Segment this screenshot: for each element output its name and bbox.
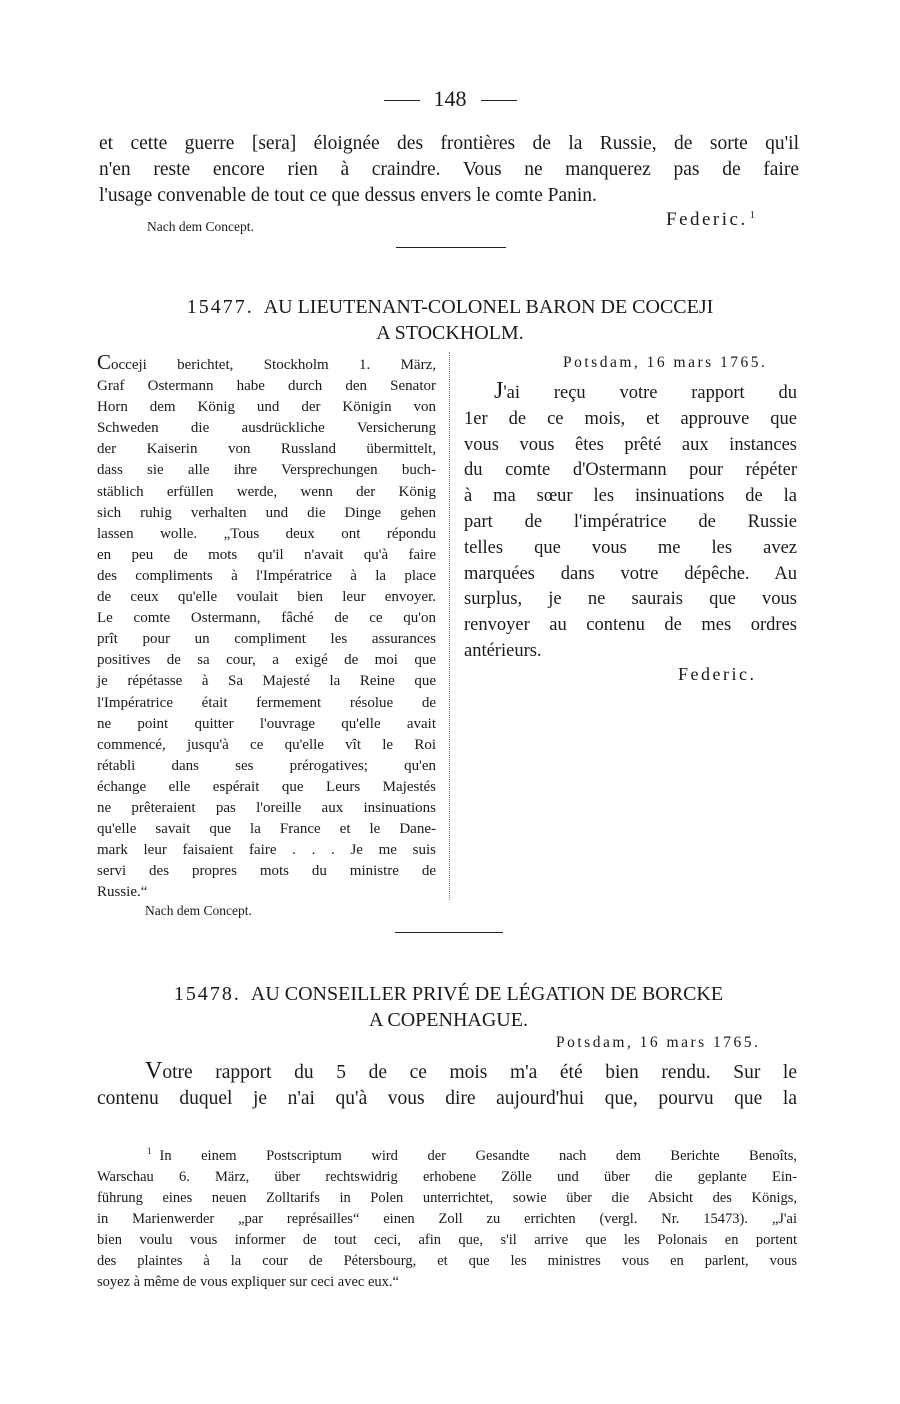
continuation-text	[99, 131, 799, 209]
summary-line: mark leur faisaient faire . . . Je me suis	[97, 842, 436, 859]
summary-line: échange elle espérait que Leurs Majestés	[97, 778, 436, 795]
summary-line: l'Impératrice était fermement résolue de	[97, 694, 436, 711]
summary-line: rétabli dans ses prérogatives; qu'en	[97, 757, 436, 774]
letter-body	[464, 379, 797, 665]
body-line: vous vous êtes prêté aux instances	[464, 434, 797, 455]
letter-number: 15477.	[186, 296, 254, 318]
summary-line: der Kaiserin von Russland übermittelt,	[97, 441, 436, 458]
drop-initial: V	[145, 1058, 163, 1084]
body-line: renvoyer au contenu de mes ordres	[464, 615, 797, 636]
summary-line: je répétasse à Sa Majesté la Reine que	[97, 673, 436, 690]
body-line: part de l'impératrice de Russie	[464, 511, 797, 532]
summary-line: prît pour un compliment les assurances	[97, 631, 436, 648]
page-header	[0, 86, 900, 112]
summary-line: ne point quitter l'ouvrage qu'elle avait	[97, 715, 436, 732]
body-line: surplus, je ne saurais que vous	[464, 589, 797, 610]
body-line: antérieurs.	[464, 640, 542, 661]
summary-line: Horn dem König und der Königin von	[97, 399, 436, 416]
drop-initial: J	[494, 378, 504, 404]
continuation-line: l'usage convenable de tout ce que dessus envers le comte Panin.	[99, 185, 597, 206]
source-note: Nach dem Concept.	[147, 219, 254, 234]
summary-column	[97, 352, 436, 903]
footnote-ref: 1	[749, 209, 758, 221]
footnote-line: in Marienwerder „par représailles“ einen Zoll zu errichten (vergl. Nr. 15473). „J'ai	[97, 1210, 797, 1227]
summary-line: commencé, jusqu'à ce qu'elle vît le Roi	[97, 736, 436, 753]
footnote-line: Warschau 6. März, über rechtswidrig erhobene Zölle und über die geplante Ein-	[97, 1168, 797, 1185]
continuation-line: n'en reste encore rien à craindre. Vous ne manquerez pas de faire	[99, 159, 799, 180]
summary-line: qu'elle savait que la France et le Dane-	[97, 821, 436, 838]
summary-line: Schweden die ausdrückliche Versicherung	[97, 420, 436, 437]
body-line: marquées dans votre dépêche. Au	[464, 563, 797, 584]
footnote-line: des plaintes à la cour de Pétersbourg, et que les ministres vous en parlent, vous	[97, 1252, 797, 1269]
letter-signature: Federic.	[678, 664, 757, 684]
header-dash-left	[384, 100, 420, 101]
summary-line: Russie.“	[97, 884, 148, 901]
body-line: contenu duquel je n'ai qu'à vous dire aujourd'hui que, pourvu que la	[97, 1088, 797, 1109]
page-number: 148	[433, 86, 467, 111]
footnote-line: bien voulu vous informer de tout ceci, afin que, s'il arrive que les Polonais en portent	[97, 1231, 797, 1248]
letter-number: 15478.	[173, 983, 241, 1005]
section-divider	[396, 247, 506, 248]
summary-line: ne prêteraient pas l'oreille aux insinuations	[97, 799, 436, 816]
footnote-line: $^1$ In einem Postscriptum wird der Gesandte nach dem Berichte Benoîts,	[147, 1146, 797, 1164]
summary-source-note: Nach dem Concept.	[145, 903, 252, 918]
body-line: du comte d'Ostermann pour répéter	[464, 460, 797, 481]
header-dash-right	[481, 100, 517, 101]
summary-line: dass sie alle ihre Versprechungen buch-	[97, 462, 436, 479]
letter-title-line2: A STOCKHOLM.	[376, 322, 524, 344]
summary-line: lassen wolle. „Tous deux ont répondu	[97, 525, 436, 542]
summary-line: Le comte Ostermann, fâché de ce qu'on	[97, 610, 436, 627]
body-line: Votre rapport du 5 de ce mois m'a été bien rendu. Sur le	[145, 1058, 797, 1084]
summary-line: Cocceji berichtet, Stockholm 1. März,	[97, 350, 436, 374]
letter-title: AU LIEUTENANT-COLONEL BARON DE COCCEJI	[263, 296, 714, 318]
letter-heading	[97, 981, 800, 1033]
footnote	[97, 1141, 797, 1293]
continuation-line: et cette guerre [sera] éloignée des frontières de la Russie, de sorte qu'il	[99, 133, 799, 154]
summary-line: stäblich erfüllen werde, wenn der König	[97, 483, 436, 500]
summary-line: positives de sa cour, a exigé de moi que	[97, 652, 436, 669]
summary-line: en peu de mots qu'il n'avait qu'à faire	[97, 546, 436, 563]
letter-heading	[100, 294, 800, 346]
body-line: 1er de ce mois, et approuve que	[464, 408, 797, 429]
drop-initial: C	[97, 350, 112, 374]
dateline: Potsdam, 16 mars 1765.	[556, 1034, 761, 1051]
summary-line: servi des propres mots du ministre de	[97, 863, 436, 880]
dateline: Potsdam, 16 mars 1765.	[563, 354, 768, 371]
body-line: telles que vous me les avez	[464, 537, 797, 558]
footnote-line: führung eines neuen Zolltarifs in Polen unterrichtet, sowie über die Absicht des Königs,	[97, 1189, 797, 1206]
body-line: à ma sœur les insinuations de la	[464, 486, 797, 507]
summary-line: Graf Ostermann habe durch den Senator	[97, 378, 436, 395]
footnote-line: soyez à même de vous expliquer sur ceci avec eux.“	[97, 1273, 399, 1290]
summary-line: des compliments à l'Impératrice à la place	[97, 567, 436, 584]
letter-body	[97, 1058, 797, 1112]
column-separator	[449, 352, 450, 900]
body-line: J'ai reçu votre rapport du	[494, 378, 797, 404]
letter-title-line2: A COPENHAGUE.	[369, 1009, 528, 1031]
summary-line: de ceux qu'elle voulait bien leur envoyer.	[97, 589, 436, 606]
letter-title: AU CONSEILLER PRIVÉ DE LÉGATION DE BORCKE	[250, 983, 724, 1005]
footnote-mark: 1	[147, 1146, 152, 1156]
summary-line: sich ruhig verhalten und die Dinge gehen	[97, 504, 436, 521]
section-divider	[395, 932, 503, 933]
signature: Federic. $^1$	[666, 209, 758, 230]
